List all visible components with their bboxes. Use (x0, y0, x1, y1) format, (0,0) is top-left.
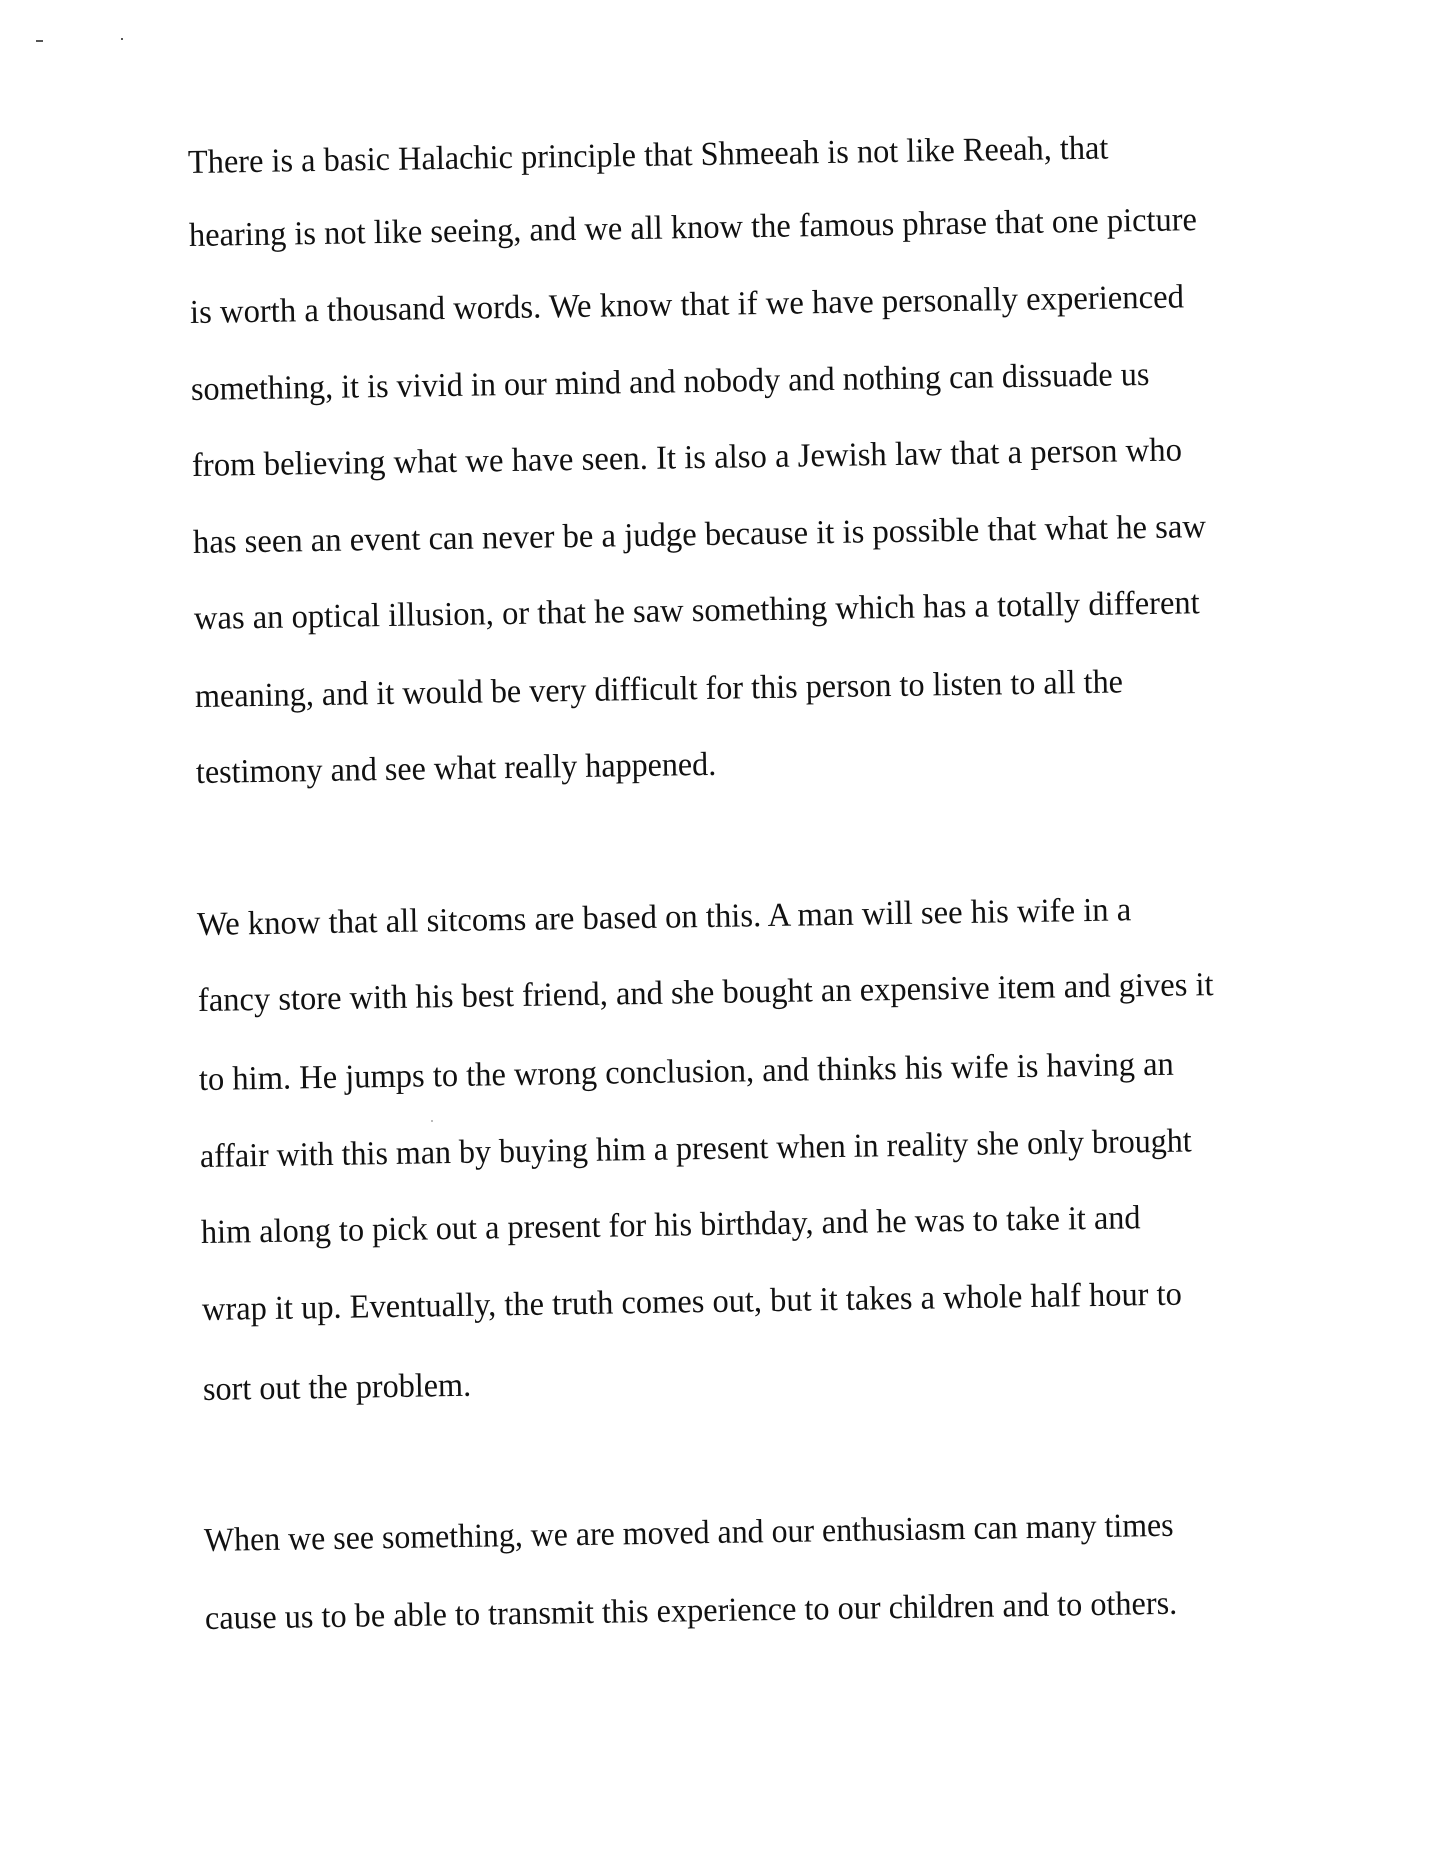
paragraph-1-line-2: hearing is not like seeing, and we all know the famous phrase that one picture (188, 201, 1198, 254)
paragraph-3-line-2: cause us to be able to transmit this experience to our children and to others. (204, 1584, 1178, 1637)
paragraph-1-line-8: meaning, and it would be very difficult for this person to listen to all the (194, 663, 1124, 715)
paragraph-1-line-3: is worth a thousand words. We know that if we have personally experienced (189, 278, 1185, 331)
paragraph-1-line-7: was an optical illusion, or that he saw something which has a totally different (193, 584, 1200, 637)
paragraph-3-line-1: When we see something, we are moved and our enthusiasm can many times (203, 1506, 1174, 1559)
paragraph-2-line-7: sort out the problem. (202, 1366, 472, 1408)
scan-speck (431, 1120, 433, 1122)
paragraph-2-line-4: affair with this man by buying him a present when in reality she only brought (199, 1122, 1192, 1175)
paragraph-2-line-1: We know that all sitcoms are based on this. A man will see his wife in a (196, 891, 1132, 943)
paragraph-1-line-1: There is a basic Halachic principle that Shmeeah is not like Reeah, that (187, 129, 1109, 181)
scan-speck (36, 40, 43, 42)
scan-speck (121, 38, 123, 40)
paragraph-2-line-2: fancy store with his best friend, and she bought an expensive item and gives it (197, 966, 1214, 1019)
paragraph-2-line-6: wrap it up. Eventually, the truth comes out, but it takes a whole half hour to (201, 1275, 1183, 1328)
paragraph-1-line-9: testimony and see what really happened. (195, 745, 717, 791)
paragraph-1-line-4: something, it is vivid in our mind and nobody and nothing can dissuade us (190, 355, 1150, 408)
paragraph-1-line-5: from believing what we have seen. It is also a Jewish law that a person who (191, 431, 1183, 484)
paragraph-2-line-3: to him. He jumps to the wrong conclusion, and thinks his wife is having an (198, 1045, 1175, 1098)
paragraph-2-line-5: him along to pick out a present for his birthday, and he was to take it and (200, 1199, 1141, 1251)
paragraph-1-line-6: has seen an event can never be a judge because it is possible that what he saw (192, 508, 1207, 561)
